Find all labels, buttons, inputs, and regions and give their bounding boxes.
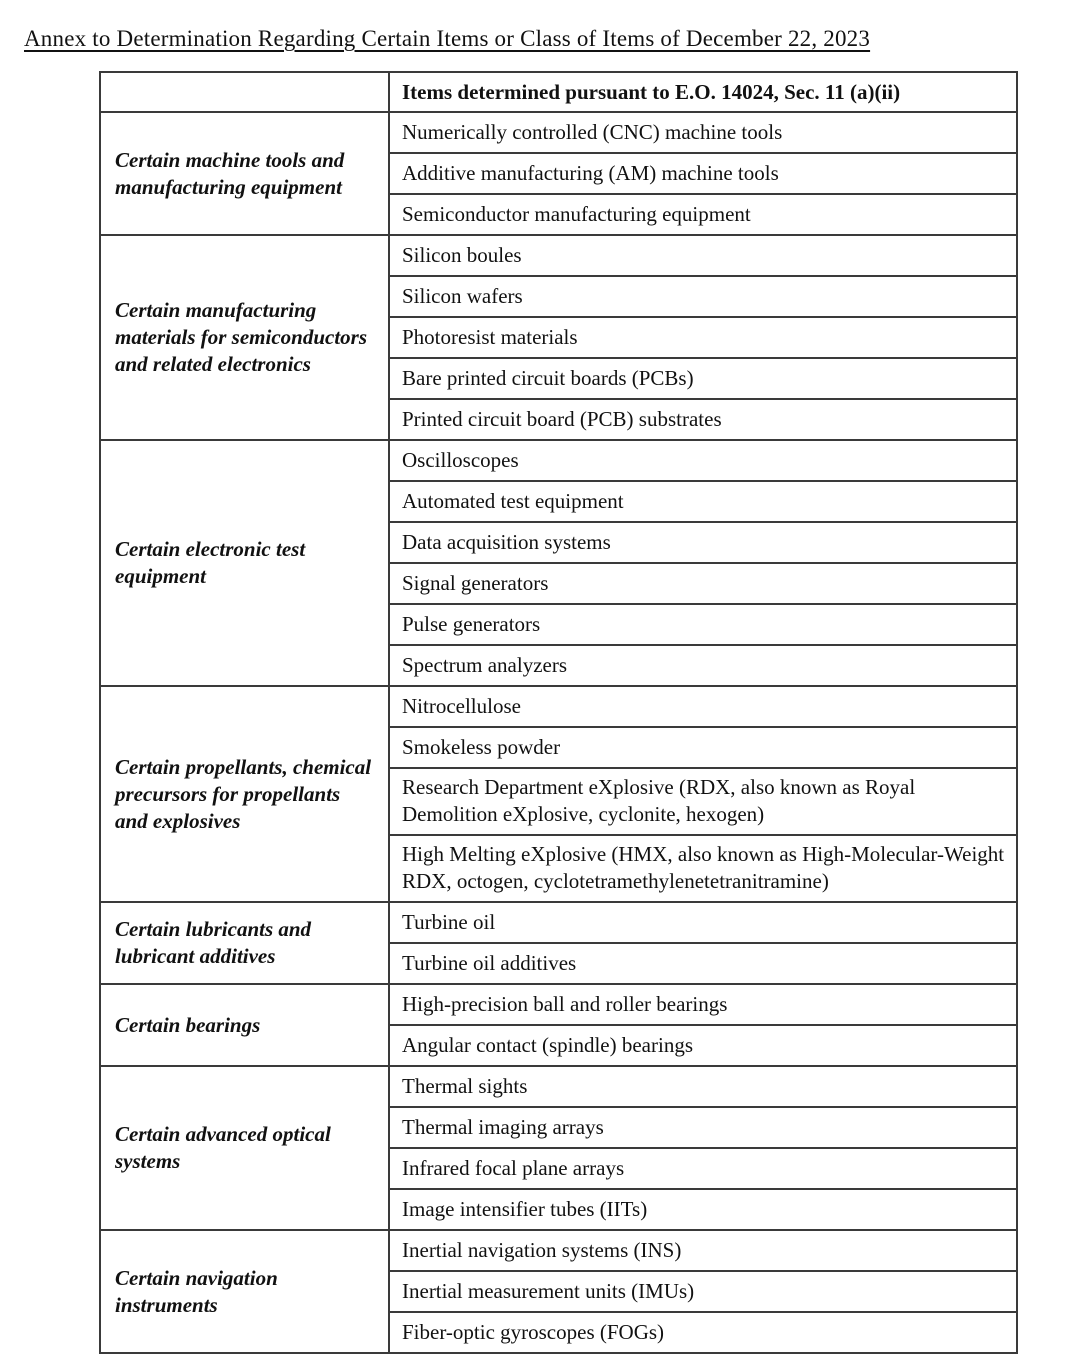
item-cell: Semiconductor manufacturing equipment <box>389 194 1017 235</box>
table-row <box>100 1230 1017 1271</box>
item-cell: Signal generators <box>389 563 1017 604</box>
table-row <box>100 112 1017 153</box>
item-cell: Angular contact (spindle) bearings <box>389 1025 1017 1066</box>
annex-table <box>99 71 1018 1354</box>
item-cell: Data acquisition systems <box>389 522 1017 563</box>
item-cell: Fiber-optic gyroscopes (FOGs) <box>389 1312 1017 1353</box>
category-cell-navigation: Certain navigation instruments <box>100 1230 389 1353</box>
item-cell: Silicon boules <box>389 235 1017 276</box>
item-cell: Smokeless powder <box>389 727 1017 768</box>
category-cell-bearings: Certain bearings <box>100 984 389 1066</box>
page-title: Annex to Determination Regarding Certain Items or Class of Items of December 22, 2023 <box>24 26 871 51</box>
category-cell-optical-systems: Certain advanced optical systems <box>100 1066 389 1230</box>
item-cell: Inertial navigation systems (INS) <box>389 1230 1017 1271</box>
table-row <box>100 984 1017 1025</box>
item-cell: High-precision ball and roller bearings <box>389 984 1017 1025</box>
item-cell: Spectrum analyzers <box>389 645 1017 686</box>
table-row <box>100 1066 1017 1107</box>
item-cell: Oscilloscopes <box>389 440 1017 481</box>
item-cell: Numerically controlled (CNC) machine tools <box>389 112 1017 153</box>
item-cell: Printed circuit board (PCB) substrates <box>389 399 1017 440</box>
item-cell: Pulse generators <box>389 604 1017 645</box>
item-cell: Thermal sights <box>389 1066 1017 1107</box>
item-cell: Nitrocellulose <box>389 686 1017 727</box>
item-cell: Turbine oil additives <box>389 943 1017 984</box>
item-cell: Turbine oil <box>389 902 1017 943</box>
item-cell: Automated test equipment <box>389 481 1017 522</box>
table-row <box>100 686 1017 727</box>
item-cell: Additive manufacturing (AM) machine tools <box>389 153 1017 194</box>
item-cell: High Melting eXplosive (HMX, also known as High-Molecular-Weight RDX, octogen, cyclotetramethylenetetranitramine) <box>389 835 1017 902</box>
table-row <box>100 902 1017 943</box>
header-row <box>100 72 1017 112</box>
table-row <box>100 235 1017 276</box>
category-cell-machine-tools: Certain machine tools and manufacturing equipment <box>100 112 389 235</box>
item-cell: Image intensifier tubes (IITs) <box>389 1189 1017 1230</box>
category-cell-manufacturing-materials: Certain manufacturing materials for semiconductors and related electronics <box>100 235 389 440</box>
item-cell: Silicon wafers <box>389 276 1017 317</box>
item-cell: Inertial measurement units (IMUs) <box>389 1271 1017 1312</box>
table-row <box>100 440 1017 481</box>
item-cell: Photoresist materials <box>389 317 1017 358</box>
category-cell-electronic-test: Certain electronic test equipment <box>100 440 389 686</box>
items-header-cell: Items determined pursuant to E.O. 14024, Sec. 11 (a)(ii) <box>389 72 1017 112</box>
item-cell: Thermal imaging arrays <box>389 1107 1017 1148</box>
item-cell: Infrared focal plane arrays <box>389 1148 1017 1189</box>
item-cell: Bare printed circuit boards (PCBs) <box>389 358 1017 399</box>
category-cell-lubricants: Certain lubricants and lubricant additives <box>100 902 389 984</box>
item-cell: Research Department eXplosive (RDX, also known as Royal Demolition eXplosive, cyclonite, hexogen) <box>389 768 1017 835</box>
header-empty-cell <box>100 72 389 112</box>
category-cell-propellants: Certain propellants, chemical precursors for propellants and explosives <box>100 686 389 902</box>
